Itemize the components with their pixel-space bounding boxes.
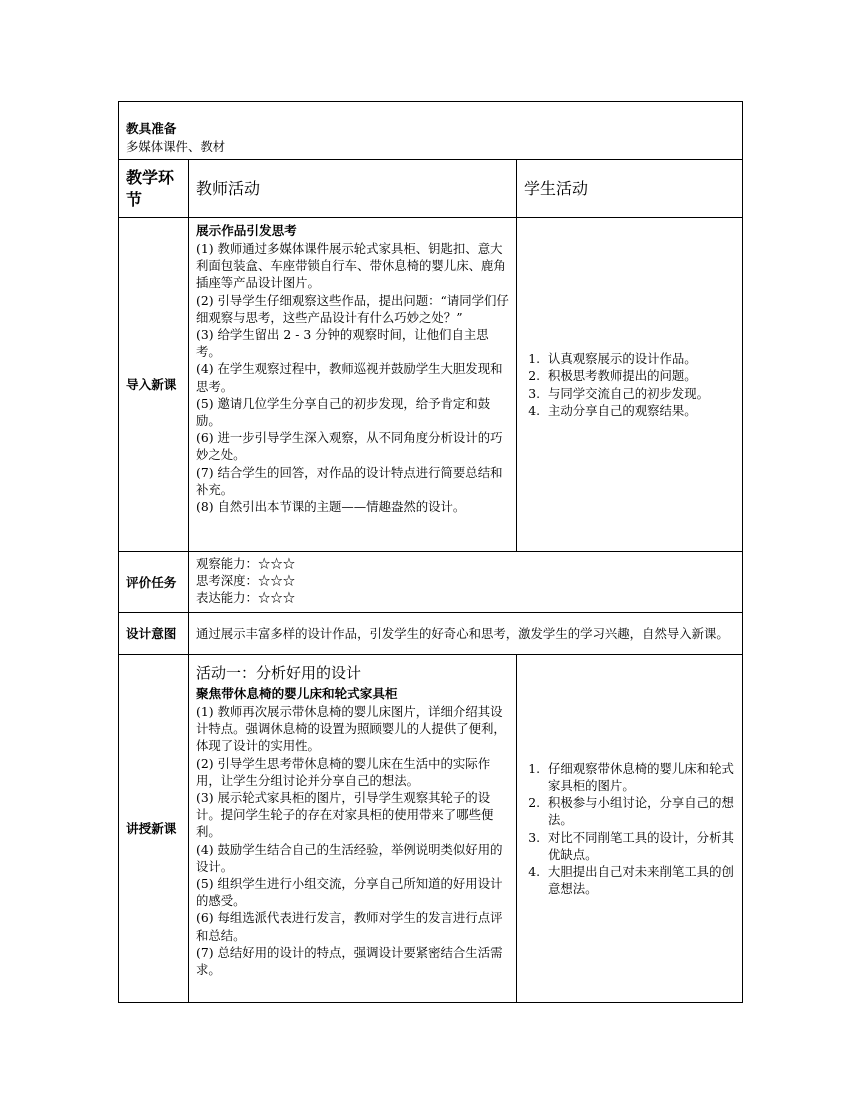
evaluation-row [119,552,743,613]
lesson-stage: 讲授新课 [119,655,189,1003]
lesson-teacher-item: (4) 鼓励学生结合自己的生活经验，举例说明类似好用的设计。 [196,841,503,874]
evaluation-item: 思考深度：☆☆☆ [196,573,296,589]
intro-teacher-item: (4) 在学生观察过程中，教师巡视并鼓励学生大胆发现和思考。 [196,361,503,394]
lesson-teacher-item: (6) 每组选派代表进行发言，教师对学生的发言进行点评和总结。 [196,910,503,943]
lesson-teacher-item: (3) 展示轮式家具柜的图片，引导学生观察其轮子的设计。提问学生轮子的存在对家具柜的使用带来了哪些便利。 [196,790,494,840]
lesson-teacher-item: (7) 总结好用的设计的特点，强调设计要紧密结合生活需求。 [196,944,503,978]
lesson-student-cell [517,655,743,1003]
intro-student-item: 1. 认真观察展示的设计作品。 [544,350,735,367]
intro-teacher-item: (8) 自然引出本节课的主题——情趣盎然的设计。 [196,499,466,515]
lesson-teacher-item: (2) 引导学生思考带休息椅的婴儿床在生活中的实际作用，让学生分组讨论并分享自己的想法。 [196,755,491,788]
header-teacher: 教师活动 [189,160,517,218]
intent-text: 通过展示丰富多样的设计作品，引发学生的好奇心和思考，激发学生的学习兴趣，自然导入新课。 [189,613,743,655]
intro-teacher-item: (6) 进一步引导学生深入观察，从不同角度分析设计的巧妙之处。 [196,430,503,463]
intro-teacher-cell [189,218,517,552]
intro-row [119,218,743,552]
lesson-teacher-item: (1) 教师再次展示带休息椅的婴儿床图片，详细介绍其设计特点。强调休息椅的设置为照顾婴儿的人提供了便利，体现了设计的实用性。 [196,704,506,754]
intro-student-cell [517,218,743,552]
intro-student-item: 3. 与同学交流自己的初步发现。 [544,385,735,402]
lesson-teacher-cell [189,655,517,1003]
lesson-plan-document [118,101,742,1003]
prep-content: 多媒体课件、教材 [126,138,226,154]
prep-row [119,102,743,160]
evaluation-stage: 评价任务 [119,552,189,613]
lesson-student-item: 2. 积极参与小组讨论，分享自己的想法。 [544,794,735,828]
intro-student-item: 2. 积极思考教师提出的问题。 [544,367,735,384]
intro-teacher-title: 展示作品引发思考 [196,223,297,238]
intro-student-item: 4. 主动分享自己的观察结果。 [544,402,735,419]
intro-student-list [524,350,735,419]
lesson-student-item: 3. 对比不同削笔工具的设计，分析其优缺点。 [544,829,735,863]
intent-row [119,613,743,655]
prep-cell [119,102,743,160]
intro-teacher-item: (7) 结合学生的回答，对作品的设计特点进行简要总结和补充。 [196,464,503,497]
lesson-teacher-title: 聚焦带休息椅的婴儿床和轮式家具柜 [196,686,398,701]
evaluation-cell [189,552,743,613]
lesson-student-list [524,760,735,898]
evaluation-item: 表达能力：☆☆☆ [196,590,296,606]
header-row [119,160,743,218]
activity-title: 活动一：分析好用的设计 [196,664,362,682]
evaluation-item: 观察能力：☆☆☆ [196,556,296,571]
lesson-teacher-item: (5) 组织学生进行小组交流，分享自己所知道的好用设计的感受。 [196,876,503,909]
lesson-student-item: 1. 仔细观察带休息椅的婴儿床和轮式家具柜的图片。 [544,760,735,794]
intro-teacher-item: (2) 引导学生仔细观察这些作品，提出问题：“请同学们仔细观察与思考，这些产品设计有什么巧妙之处？” [196,292,509,325]
lesson-row [119,655,743,1003]
prep-title: 教具准备 [126,120,177,136]
intro-teacher-item: (3) 给学生留出 2 - 3 分钟的观察时间，让他们自主思考。 [196,327,489,360]
header-student: 学生活动 [517,160,743,218]
intent-stage: 设计意图 [119,613,189,655]
lesson-student-item: 4. 大胆提出自己对未来削笔工具的创意想法。 [544,863,735,897]
intro-teacher-item: (1) 教师通过多媒体课件展示轮式家具柜、钥匙扣、意大利面包装盒、车座带锁自行车、带休息椅的婴儿床、鹿角插座等产品设计图片。 [196,241,506,291]
intro-teacher-item: (5) 邀请几位学生分享自己的初步发现，给予肯定和鼓励。 [196,395,491,429]
lesson-plan-table [118,101,743,1003]
header-stage: 教学环节 [119,160,189,218]
intro-stage: 导入新课 [119,218,189,552]
